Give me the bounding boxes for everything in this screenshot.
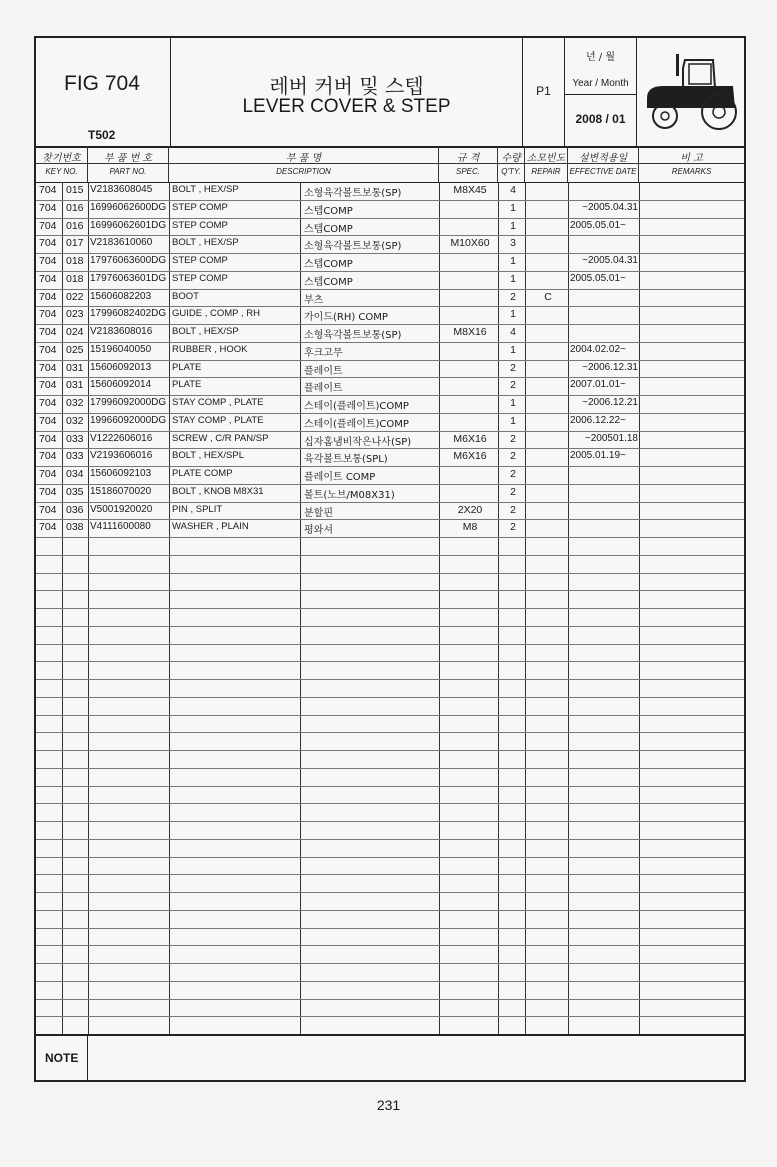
quantity: 4 xyxy=(510,184,516,196)
fig-no: 704 xyxy=(39,201,57,214)
description-english: PLATE COMP xyxy=(172,468,233,479)
description-english: BOOT xyxy=(172,290,199,302)
table-row xyxy=(36,289,744,307)
quantity: 1 xyxy=(510,308,516,321)
effective-date: ~200501.18 xyxy=(584,432,638,444)
header-remarks: 비 고 REMARKS xyxy=(639,146,744,182)
fig-no: 704 xyxy=(39,361,57,374)
key-no: 036 xyxy=(66,503,84,516)
part-number: V2183608016 xyxy=(90,326,153,337)
fig-no: 704 xyxy=(39,414,57,427)
part-number: V1222606016 xyxy=(90,432,153,444)
quantity: 1 xyxy=(510,343,516,356)
header-qty: 수량 Q'TY. xyxy=(498,146,525,182)
description-english: STAY COMP , PLATE xyxy=(172,414,264,426)
page-number: 231 xyxy=(376,1097,401,1113)
quantity: 4 xyxy=(510,326,516,338)
description-korean: 십자홈냄비작은나사(SP) xyxy=(304,436,412,448)
part-number: V5001920020 xyxy=(90,503,153,515)
spec-value: 2X20 xyxy=(457,503,483,516)
fig-no: 704 xyxy=(39,255,57,267)
part-number: 17976063601DG xyxy=(90,272,167,284)
table-row xyxy=(36,200,744,218)
part-number: 17976063600DG xyxy=(90,255,167,266)
key-no: 031 xyxy=(66,379,84,392)
effective-date: 2006.12.22~ xyxy=(570,414,626,426)
description-english: BOLT , HEX/SP xyxy=(172,184,239,195)
description-english: WASHER , PLAIN xyxy=(172,521,249,533)
page-cell xyxy=(523,38,565,146)
effective-date: 2007.01.01~ xyxy=(570,379,626,391)
effective-date: ~2006.12.21 xyxy=(582,397,638,408)
quantity: 2 xyxy=(510,521,516,534)
spec-value: M6X16 xyxy=(453,450,487,463)
table-row xyxy=(36,484,744,502)
quantity: 2 xyxy=(510,379,516,392)
table-row xyxy=(36,395,744,413)
note-label: NOTE xyxy=(36,1036,88,1082)
description-english: STEP COMP xyxy=(172,255,228,266)
part-number: 15606092014 xyxy=(90,379,152,391)
part-number: 16996062601DG xyxy=(90,219,167,231)
fig-no: 704 xyxy=(39,290,57,303)
fig-no: 704 xyxy=(39,468,57,480)
title-english: LEVER COVER & STEP xyxy=(242,96,451,117)
part-number: V2193606016 xyxy=(90,450,153,462)
key-no: 035 xyxy=(66,485,84,498)
spec-value: M8 xyxy=(462,521,478,534)
header-spec: 규 격 SPEC. xyxy=(439,146,498,182)
fig-no: 704 xyxy=(39,503,57,516)
header-effective-date: 설변적용일 EFFECTIVE DATE xyxy=(568,146,639,182)
description-korean: 평와셔 xyxy=(304,525,333,537)
fig-no: 704 xyxy=(39,397,57,409)
description-english: RUBBER , HOOK xyxy=(172,343,248,355)
repair-frequency: C xyxy=(544,290,552,303)
quantity: 3 xyxy=(510,237,516,250)
quantity: 1 xyxy=(510,201,516,214)
note-section xyxy=(36,1034,744,1082)
table-row xyxy=(36,235,744,253)
date-cell xyxy=(565,38,637,146)
date-label-korean: 년 / 월 xyxy=(585,52,616,63)
key-no: 015 xyxy=(66,184,84,196)
description-korean: 플레이트 COMP xyxy=(304,472,376,483)
spec-value: M8X45 xyxy=(453,184,487,196)
fig-no: 704 xyxy=(39,237,57,250)
table-row xyxy=(36,324,744,342)
description-korean: 플레이트 xyxy=(304,365,343,377)
table-row xyxy=(36,377,744,395)
description-english: PIN , SPLIT xyxy=(172,503,223,515)
key-no: 016 xyxy=(66,219,84,232)
description-korean: 분할핀 xyxy=(304,507,333,519)
effective-date: ~2006.12.31 xyxy=(582,361,638,373)
tractor-icon xyxy=(643,50,739,132)
description-english: STAY COMP , PLATE xyxy=(172,397,264,408)
table-row xyxy=(36,466,744,484)
spec-value: M6X16 xyxy=(453,432,487,445)
description-korean: 육각볼트보통(SPL) xyxy=(304,454,388,466)
table-row xyxy=(36,448,744,466)
parts-sheet xyxy=(34,36,746,1082)
effective-date: 2005.05.01~ xyxy=(570,272,626,284)
quantity: 2 xyxy=(510,503,516,516)
key-no: 038 xyxy=(66,521,84,534)
header-description: 부 품 명 DESCRIPTION xyxy=(169,146,439,182)
part-number: 15186070020 xyxy=(90,485,152,497)
key-no: 016 xyxy=(66,201,84,214)
fig-cell xyxy=(36,38,171,146)
key-no: 018 xyxy=(66,255,84,267)
key-no: 025 xyxy=(66,343,84,356)
table-row xyxy=(36,431,744,449)
description-english: STEP COMP xyxy=(172,201,228,213)
quantity: 2 xyxy=(510,432,516,445)
table-row xyxy=(36,218,744,236)
description-english: BOLT , KNOB M8X31 xyxy=(172,485,264,497)
quantity: 1 xyxy=(510,255,516,267)
table-row xyxy=(36,360,744,378)
description-english: SCREW , C/R PAN/SP xyxy=(172,432,269,444)
description-english: BOLT , HEX/SP xyxy=(172,326,239,337)
title-korean: 레버 커버 및 스텝 xyxy=(269,74,424,98)
column-headers xyxy=(36,146,744,183)
tractor-image-cell xyxy=(637,38,744,146)
part-number: V2183610060 xyxy=(90,237,153,249)
quantity: 2 xyxy=(510,450,516,463)
key-no: 018 xyxy=(66,272,84,285)
part-number: 15606092013 xyxy=(90,361,152,373)
description-korean: 부츠 xyxy=(304,294,324,306)
table-row xyxy=(36,342,744,360)
key-no: 032 xyxy=(66,414,84,427)
fig-no: 704 xyxy=(39,219,57,232)
key-no: 033 xyxy=(66,432,84,445)
description-english: BOLT , HEX/SP xyxy=(172,237,239,249)
header-part-no: 부 품 번 호 PART NO. xyxy=(88,146,169,182)
table-row xyxy=(36,502,744,520)
quantity: 2 xyxy=(510,290,516,303)
description-korean: 스테이(플레이트)COMP xyxy=(304,401,409,412)
table-row xyxy=(36,182,744,200)
fig-no: 704 xyxy=(39,485,57,498)
spec-value: M10X60 xyxy=(450,237,490,250)
description-english: STEP COMP xyxy=(172,272,228,284)
part-number: V2183608045 xyxy=(90,184,153,195)
table-row xyxy=(36,271,744,289)
fig-no: 704 xyxy=(39,343,57,356)
fig-number: FIG 704 xyxy=(64,72,140,95)
description-korean: 가이드(RH) COMP xyxy=(304,312,388,324)
description-korean: 소형육각볼트보통(SP) xyxy=(304,188,402,199)
key-no: 017 xyxy=(66,237,84,250)
fig-no: 704 xyxy=(39,184,57,196)
quantity: 1 xyxy=(510,219,516,232)
description-korean: 소형육각볼트보통(SP) xyxy=(304,330,402,341)
effective-date: 2005.01.19~ xyxy=(570,450,626,462)
table-row xyxy=(36,413,744,431)
description-korean: 스테이(플레이트)COMP xyxy=(304,418,409,430)
description-korean: 스텝COMP xyxy=(304,223,353,235)
part-number: 15196040050 xyxy=(90,343,152,355)
effective-date: ~2005.04.31 xyxy=(582,201,638,213)
parts-table-body xyxy=(36,182,744,1034)
key-no: 032 xyxy=(66,397,84,409)
key-no: 034 xyxy=(66,468,84,480)
key-no: 033 xyxy=(66,450,84,463)
effective-date: 2004.02.02~ xyxy=(570,343,626,355)
description-korean: 볼트(노브/M08X31) xyxy=(304,489,395,501)
key-no: 022 xyxy=(66,290,84,303)
fig-no: 704 xyxy=(39,308,57,321)
spec-value: M8X16 xyxy=(453,326,487,338)
fig-no: 704 xyxy=(39,379,57,392)
fig-no: 704 xyxy=(39,432,57,445)
key-no: 031 xyxy=(66,361,84,374)
fig-no: 704 xyxy=(39,450,57,463)
fig-no: 704 xyxy=(39,326,57,338)
quantity: 2 xyxy=(510,468,516,480)
table-row xyxy=(36,306,744,324)
quantity: 1 xyxy=(510,397,516,409)
table-row xyxy=(36,519,744,537)
quantity: 1 xyxy=(510,414,516,427)
header-key-no: 찾기번호 KEY NO. xyxy=(36,146,88,182)
effective-date: ~2005.04.31 xyxy=(582,255,638,266)
description-korean: 스텝COMP xyxy=(304,205,353,217)
part-number: 15606092103 xyxy=(90,468,152,479)
date-value: 2008 / 01 xyxy=(575,112,626,126)
description-english: PLATE xyxy=(172,379,202,391)
description-english: PLATE xyxy=(172,361,202,373)
header-repair: 소모빈도 REPAIR xyxy=(525,146,568,182)
part-number: 15606082203 xyxy=(90,290,152,302)
quantity: 2 xyxy=(510,361,516,374)
model-code: T502 xyxy=(88,128,116,142)
sheet-header xyxy=(36,38,744,148)
description-korean: 소형육각볼트보통(SP) xyxy=(304,241,402,253)
part-number: 17996092000DG xyxy=(90,397,167,408)
quantity: 1 xyxy=(510,272,516,285)
description-english: STEP COMP xyxy=(172,219,228,231)
description-korean: 플레이트 xyxy=(304,383,343,395)
table-row xyxy=(36,253,744,271)
part-number: V4111600080 xyxy=(90,521,151,533)
part-number: 17996082402DG xyxy=(90,308,167,320)
fig-no: 704 xyxy=(39,521,57,534)
description-english: BOLT , HEX/SPL xyxy=(172,450,244,462)
effective-date: 2005.05.01~ xyxy=(570,219,626,231)
key-no: 023 xyxy=(66,308,84,321)
page-code: P1 xyxy=(536,84,551,98)
description-korean: 스텝COMP xyxy=(304,276,353,288)
description-korean: 스텝COMP xyxy=(304,259,353,270)
title-cell xyxy=(171,38,523,146)
description-english: GUIDE , COMP , RH xyxy=(172,308,260,320)
part-number: 19966092000DG xyxy=(90,414,167,426)
key-no: 024 xyxy=(66,326,84,338)
date-label-english: Year / Month xyxy=(572,78,629,89)
fig-no: 704 xyxy=(39,272,57,285)
part-number: 16996062600DG xyxy=(90,201,167,213)
description-korean: 후크고무 xyxy=(304,347,343,359)
quantity: 2 xyxy=(510,485,516,498)
